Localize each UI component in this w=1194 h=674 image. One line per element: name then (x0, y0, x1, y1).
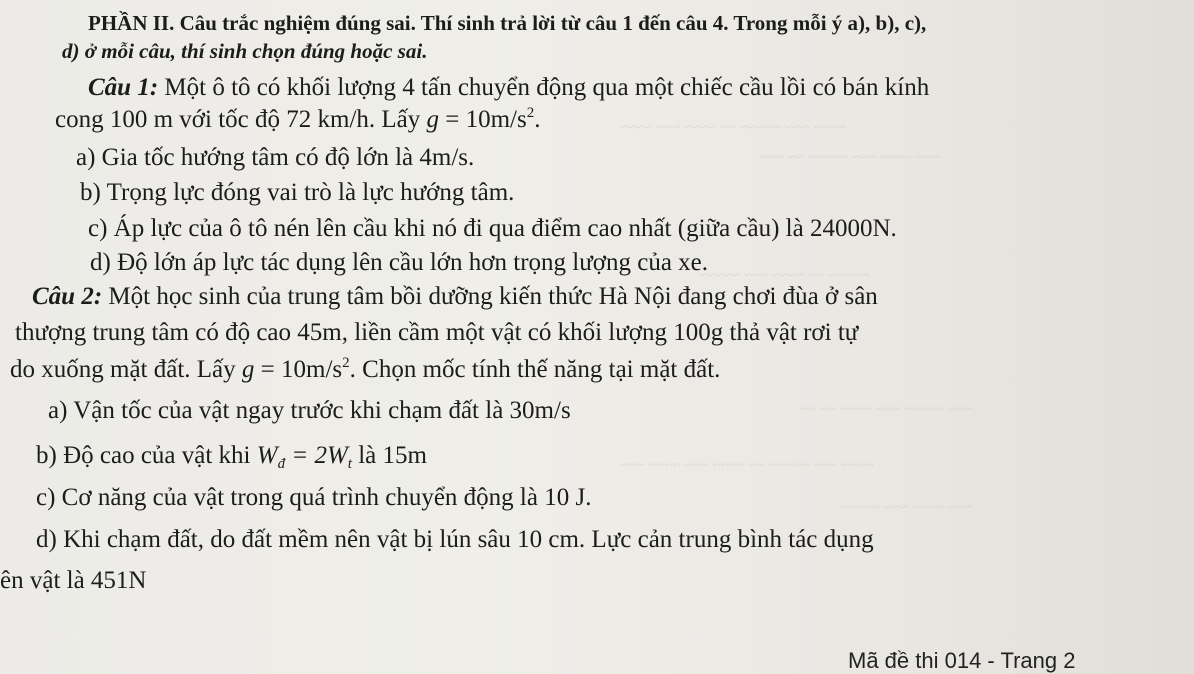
page-footer (848, 648, 1075, 674)
question-1-stem-cont (55, 105, 541, 135)
question-2-text-cont: thượng trung tâm có độ cao 45m, liền cầm một vật có khối lượng 100g thả vật rơi tự (15, 319, 859, 346)
section-title-text: PHẦN II. Câu trắc nghiệm đúng sai. Thí sinh trả lời từ câu 1 đến câu 4. Trong mỗi ý a), b), c), (88, 11, 927, 35)
question-2-option-c (36, 483, 591, 513)
question-2-stem-cont (15, 318, 858, 348)
section-instructions (62, 36, 427, 66)
bleed-through-text: ~~~~ ~~~ ~~~~~ ~~ ~~~~ ~~~ ~~~~ (620, 120, 846, 136)
bleed-through-text: ~~~ ~~~~ ~~~ ~~~~~ ~~ ~~~ (760, 150, 942, 166)
question-2-stem-cont-2 (10, 355, 720, 385)
option-text: c) Cơ năng của vật trong quá trình chuyển động là 10 J. (36, 484, 592, 511)
option-text: d) Độ lớn áp lực tác dụng lên cầu lớn hơn trọng lượng của xe. (90, 249, 709, 276)
kinetic-energy-symbol: W (256, 442, 278, 469)
question-2-text-cont-3: . Chọn mốc tính thế năng tại mặt đất. (349, 356, 721, 383)
question-2-stem (32, 282, 878, 312)
potential-energy-subscript: t (347, 456, 352, 472)
question-2-text: Một học sinh của trung tâm bồi dưỡng kiến thức Hà Nội đang chơi đùa ở sân (102, 283, 878, 310)
question-2-option-d-cont (0, 566, 146, 596)
question-2-option-b (36, 441, 427, 471)
question-2-label: Câu 2: (32, 283, 103, 310)
bleed-through-text: ~~~ ~~~~~ ~~~ ~~~~ ~~ ~~ (800, 402, 973, 418)
question-1-stem (88, 73, 929, 103)
question-1-option-c (88, 214, 897, 244)
section-title (88, 8, 926, 38)
gravity-symbol: g (426, 106, 440, 133)
option-text: a) Vận tốc của vật ngay trước khi chạm đất là 30m/s (48, 397, 571, 424)
footer-text: Mã đề thi 014 - Trang 2 (848, 648, 1076, 673)
bleed-through-text: ~~~ ~~~~ ~~~ ~~~~~ (840, 500, 973, 516)
question-1-option-b (80, 178, 514, 208)
option-text: b) Độ cao của vật khi (36, 442, 257, 469)
question-1-label: Câu 1: (88, 74, 159, 101)
question-1-text-cont: cong 100 m với tốc độ 72 km/h. Lấy (55, 106, 427, 133)
question-1-option-a (76, 143, 474, 173)
bleed-through-text: ~~~~ ~~~ ~~~~~ ~~ ~~~~ ~~~ ~~~~ ~~~ (620, 458, 874, 474)
option-text: b) Trọng lực đóng vai trò là lực hướng tâm. (80, 179, 515, 206)
question-1-option-d (90, 248, 708, 278)
gravity-value: = 10m/s (439, 106, 527, 133)
kinetic-energy-subscript: đ (277, 456, 286, 472)
gravity-value: = 10m/s (254, 356, 343, 383)
question-2-text-cont-2: do xuống mặt đất. Lấy (10, 356, 242, 383)
question-1-text: Một ô tô có khối lượng 4 tấn chuyển động qua một chiếc cầu lồi có bán kính (158, 74, 930, 101)
option-text-cont: ên vật là 451N (0, 567, 147, 594)
period: . (534, 106, 541, 133)
gravity-exponent: 2 (342, 355, 350, 371)
section-instructions-text: d) ở mỗi câu, thí sinh chọn đúng hoặc sai. (62, 39, 428, 63)
gravity-exponent: 2 (526, 105, 535, 121)
option-text: d) Khi chạm đất, do đất mềm nên vật bị lún sâu 10 cm. Lực cản trung bình tác dụng (36, 526, 874, 553)
option-text: a) Gia tốc hướng tâm có độ lớn là 4m/s. (76, 144, 475, 171)
bleed-through-text: ~~~~~ ~~ ~~~~ ~~~ ~~~~~ (700, 268, 870, 284)
question-2-option-a (48, 396, 571, 426)
potential-energy-symbol: = 2W (285, 442, 348, 469)
option-text: c) Áp lực của ô tô nén lên cầu khi nó đi qua điểm cao nhất (giữa cầu) là 24000N. (88, 215, 897, 242)
option-text-end: là 15m (351, 442, 427, 469)
gravity-symbol: g (241, 356, 255, 383)
question-2-option-d (36, 525, 874, 555)
